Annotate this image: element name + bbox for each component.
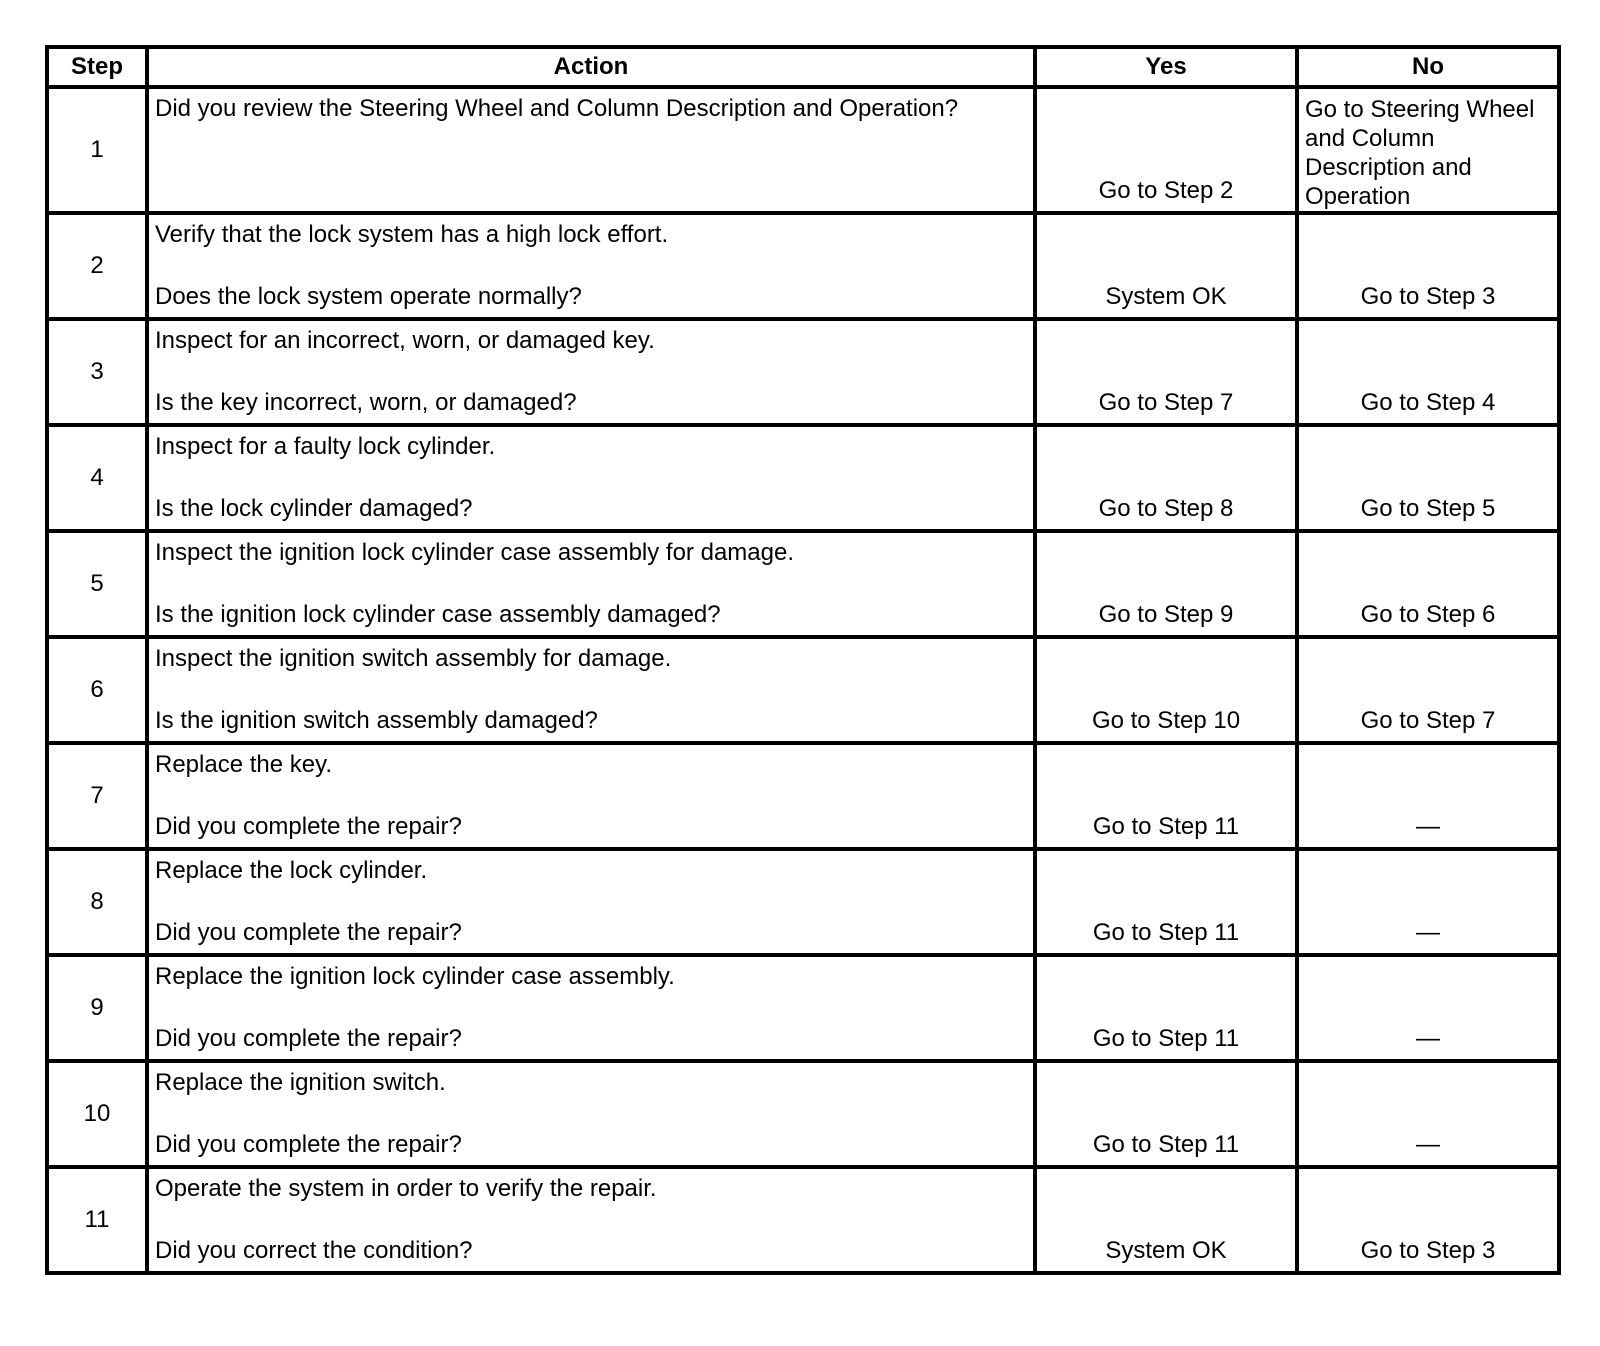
action-question: Did you complete the repair? — [155, 813, 462, 840]
action-cell — [147, 319, 1035, 425]
header-action: Action — [147, 47, 1035, 87]
no-cell — [1297, 1167, 1559, 1273]
yes-cell — [1035, 1061, 1297, 1167]
yes-result: Go to Step 8 — [1098, 495, 1234, 522]
yes-cell — [1035, 425, 1297, 531]
yes-result: System OK — [1105, 1237, 1227, 1264]
table-row — [47, 319, 1559, 425]
table-row — [47, 213, 1559, 319]
step-number: 9 — [47, 955, 147, 1061]
action-cell — [147, 87, 1035, 213]
no-result: Go to Step 3 — [1360, 1237, 1496, 1264]
no-result: — — [1416, 1025, 1440, 1052]
action-cell — [147, 425, 1035, 531]
yes-cell — [1035, 743, 1297, 849]
no-cell — [1297, 849, 1559, 955]
yes-cell — [1035, 213, 1297, 319]
diagnostic-table — [45, 45, 1561, 1275]
table-row — [47, 955, 1559, 1061]
yes-result: Go to Step 2 — [1098, 177, 1234, 204]
no-result: — — [1416, 919, 1440, 946]
action-cell — [147, 531, 1035, 637]
header-step: Step — [47, 47, 147, 87]
yes-result: Go to Step 7 — [1098, 389, 1234, 416]
table-row — [47, 87, 1559, 213]
step-number: 6 — [47, 637, 147, 743]
yes-result: Go to Step 11 — [1092, 813, 1240, 840]
no-result: Go to Step 5 — [1360, 495, 1496, 522]
header-no: No — [1297, 47, 1559, 87]
step-number: 4 — [47, 425, 147, 531]
table-row — [47, 1167, 1559, 1273]
table-row — [47, 425, 1559, 531]
yes-result: Go to Step 11 — [1092, 1131, 1240, 1158]
no-cell — [1297, 955, 1559, 1061]
yes-result: System OK — [1105, 283, 1227, 310]
action-question: Did you complete the repair? — [155, 919, 462, 946]
yes-cell — [1035, 87, 1297, 213]
table-row — [47, 1061, 1559, 1167]
yes-cell — [1035, 849, 1297, 955]
header-row — [47, 47, 1559, 87]
table-row — [47, 849, 1559, 955]
step-number: 2 — [47, 213, 147, 319]
no-cell — [1297, 213, 1559, 319]
action-text: Did you review the Steering Wheel and Column Description and Operation? — [155, 95, 959, 122]
table-row — [47, 743, 1559, 849]
no-cell — [1297, 637, 1559, 743]
table-row — [47, 637, 1559, 743]
action-question: Does the lock system operate normally? — [155, 283, 582, 310]
no-result: — — [1416, 1131, 1440, 1158]
no-cell — [1297, 1061, 1559, 1167]
no-result: — — [1416, 813, 1440, 840]
yes-cell — [1035, 319, 1297, 425]
action-question: Did you complete the repair? — [155, 1025, 462, 1052]
yes-cell — [1035, 531, 1297, 637]
no-result: Go to Step 4 — [1360, 389, 1496, 416]
action-question: Is the key incorrect, worn, or damaged? — [155, 389, 577, 416]
step-number: 8 — [47, 849, 147, 955]
yes-result: Go to Step 9 — [1098, 601, 1234, 628]
action-instruction: Inspect the ignition lock cylinder case assembly for damage. — [155, 539, 794, 566]
action-question: Is the ignition switch assembly damaged? — [155, 707, 598, 734]
action-question: Is the lock cylinder damaged? — [155, 495, 473, 522]
action-question: Did you complete the repair? — [155, 1131, 462, 1158]
step-number: 7 — [47, 743, 147, 849]
no-result: Go to Step 7 — [1360, 707, 1496, 734]
yes-cell — [1035, 637, 1297, 743]
no-cell — [1297, 87, 1559, 213]
no-cell — [1297, 425, 1559, 531]
action-cell — [147, 955, 1035, 1061]
action-instruction: Replace the ignition switch. — [155, 1069, 446, 1096]
no-result: Go to Step 3 — [1360, 283, 1496, 310]
action-cell — [147, 637, 1035, 743]
action-cell — [147, 213, 1035, 319]
action-question: Is the ignition lock cylinder case assembly damaged? — [155, 601, 721, 628]
step-number: 1 — [47, 87, 147, 213]
step-number: 5 — [47, 531, 147, 637]
no-result: Go to Step 6 — [1360, 601, 1496, 628]
no-cell — [1297, 743, 1559, 849]
action-instruction: Verify that the lock system has a high lock effort. — [155, 221, 669, 248]
yes-cell — [1035, 1167, 1297, 1273]
action-instruction: Inspect for a faulty lock cylinder. — [155, 433, 496, 460]
action-cell — [147, 743, 1035, 849]
action-cell — [147, 849, 1035, 955]
yes-result: Go to Step 11 — [1092, 919, 1240, 946]
yes-result: Go to Step 11 — [1092, 1025, 1240, 1052]
action-instruction: Operate the system in order to verify the repair. — [155, 1175, 657, 1202]
no-cell — [1297, 319, 1559, 425]
action-instruction: Replace the ignition lock cylinder case assembly. — [155, 963, 675, 990]
step-number: 10 — [47, 1061, 147, 1167]
action-question: Did you correct the condition? — [155, 1237, 473, 1264]
action-cell — [147, 1061, 1035, 1167]
action-instruction: Inspect the ignition switch assembly for damage. — [155, 645, 672, 672]
yes-result: Go to Step 10 — [1091, 707, 1241, 734]
header-yes: Yes — [1035, 47, 1297, 87]
action-instruction: Replace the key. — [155, 751, 332, 778]
table-row — [47, 531, 1559, 637]
action-cell — [147, 1167, 1035, 1273]
action-instruction: Inspect for an incorrect, worn, or damaged key. — [155, 327, 655, 354]
step-number: 3 — [47, 319, 147, 425]
no-result: Go to Steering Wheel and Column Description and Operation — [1305, 96, 1535, 210]
action-instruction: Replace the lock cylinder. — [155, 857, 428, 884]
step-number: 11 — [47, 1167, 147, 1273]
no-cell — [1297, 531, 1559, 637]
yes-cell — [1035, 955, 1297, 1061]
